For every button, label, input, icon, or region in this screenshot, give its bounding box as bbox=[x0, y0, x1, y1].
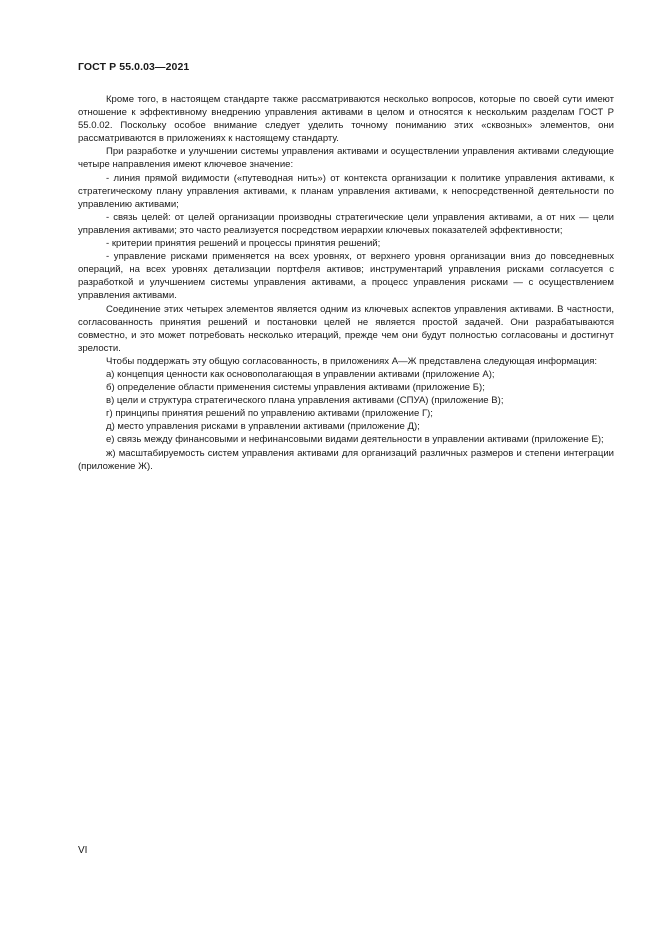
list-item: г) принципы принятия решений по управлению активами (приложение Г); bbox=[106, 408, 433, 420]
list-item: - управление рисками применяется на всех уровнях, от верхнего уровня организации вниз до повседневных операций, на всех уровнях детализации портфеля активов; инструментарий управления рисками согласуется с разработкой и улучшением системы управления активами, а процесс управления рисками — с осуществлением управления активами. bbox=[78, 251, 614, 302]
list-item: б) определение области применения системы управления активами (приложение Б); bbox=[106, 382, 485, 394]
list-item: е) связь между финансовыми и нефинансовыми видами деятельности в управлении активами (приложение Е); bbox=[106, 434, 604, 446]
paragraph: Соединение этих четырех элементов является одним из ключевых аспектов управления активами. В частности, согласованность принятия решений и постановки целей не является простой задачей. Они разрабатываются совместно, и это может потребовать несколько итераций, прежде чем они будут полностью согласованы и достигнут зрелости. bbox=[78, 303, 614, 354]
paragraph: При разработке и улучшении системы управления активами и осуществлении управления активами следующие четыре направления имеют ключевое значение: bbox=[78, 146, 614, 171]
list-item: - критерии принятия решений и процессы принятия решений; bbox=[106, 238, 381, 250]
list-item: д) место управления рисками в управлении активами (приложение Д); bbox=[106, 421, 420, 433]
list-item: - связь целей: от целей организации производны стратегические цели управления активами, а от них — цели управления активами; это часто реализуется посредством иерархии ключевых показателей эффективности; bbox=[78, 211, 614, 236]
list-item: в) цели и структура стратегического плана управления активами (СПУА) (приложение В); bbox=[106, 395, 504, 407]
body-text bbox=[78, 93, 614, 473]
document-header: ГОСТ Р 55.0.03—2021 bbox=[78, 61, 190, 73]
list-item: ж) масштабируемость систем управления активами для организаций различных размеров и степени интеграции (приложение Ж). bbox=[78, 447, 614, 472]
list-item: - линия прямой видимости («путеводная нить») от контекста организации к политике управления активами, к стратегическому плану управления активами, к планам управления активами, к непосредственной деятельности по управлению активами; bbox=[78, 172, 614, 210]
paragraph: Кроме того, в настоящем стандарте также рассматриваются несколько вопросов, которые по своей сути имеют отношение к эффективному внедрению управления активами в целом и относятся к нескольким разделам ГОСТ Р 55.0.02. Поскольку особое внимание следует уделить точному пониманию этих «сквозных» элементов, они рассматриваются в приложениях к настоящему стандарту. bbox=[78, 94, 614, 145]
paragraph: Чтобы поддержать эту общую согласованность, в приложениях А—Ж представлена следующая информация: bbox=[106, 355, 598, 367]
page-number: VI bbox=[78, 845, 88, 856]
list-item: а) концепция ценности как основополагающая в управлении активами (приложение А); bbox=[106, 368, 495, 380]
